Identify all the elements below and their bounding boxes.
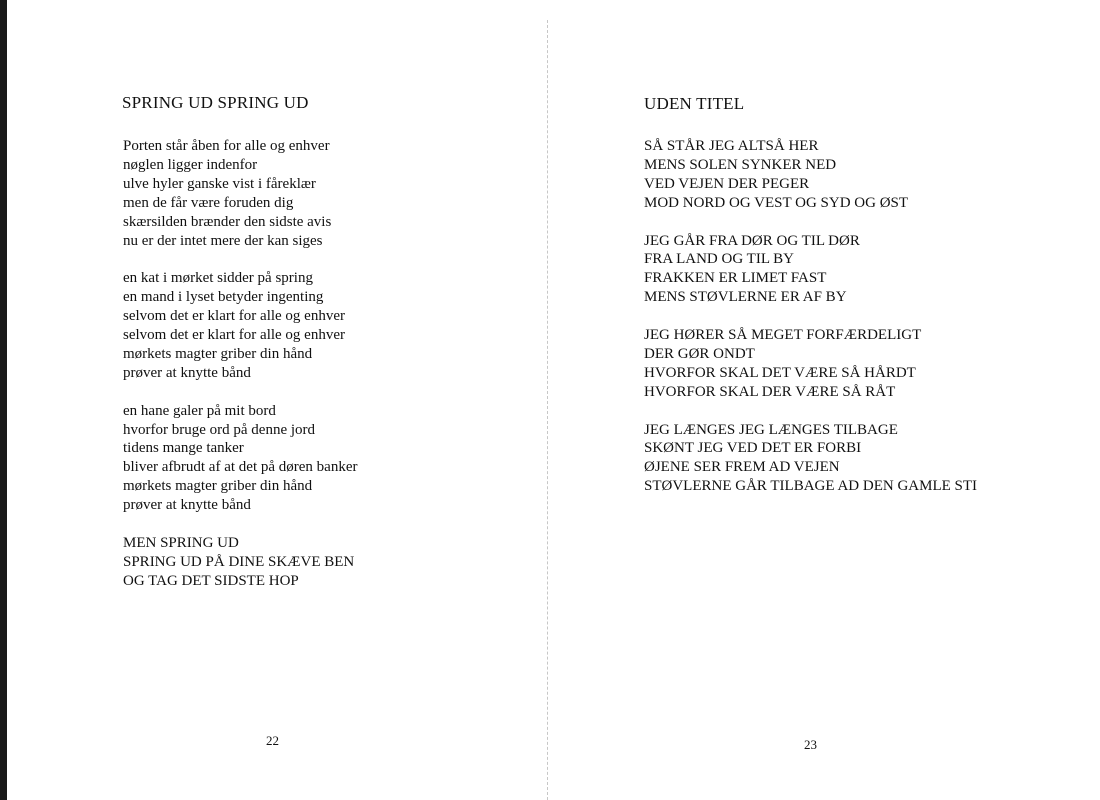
poem-line: SPRING UD PÅ DINE SKÆVE BEN <box>123 553 355 570</box>
poem-line: STØVLERNE GÅR TILBAGE AD DEN GAMLE STI <box>644 478 978 495</box>
poem-line: JEG HØRER SÅ MEGET FORFÆRDELIGT <box>644 327 922 344</box>
right-page-number: 23 <box>804 737 817 752</box>
poem-line: MEN SPRING UD <box>123 534 239 551</box>
poem-line: MOD NORD OG VEST OG SYD OG ØST <box>644 194 909 211</box>
poem-line: en hane galer på mit bord <box>123 402 276 419</box>
poem-line: selvom det er klart for alle og enhver <box>123 308 345 325</box>
poem-line: HVORFOR SKAL DER VÆRE SÅ RÅT <box>644 383 896 400</box>
stanza <box>123 534 357 591</box>
poem-line: nu er der intet mere der kan siges <box>123 232 323 249</box>
poem-line: JEG LÆNGES JEG LÆNGES TILBAGE <box>644 421 898 438</box>
poem-line: SKØNT JEG VED DET ER FORBI <box>644 440 862 457</box>
poem-line: JEG GÅR FRA DØR OG TIL DØR <box>644 232 860 249</box>
poem-line: VED VEJEN DER PEGER <box>644 175 810 192</box>
poem-line: nøglen ligger indenfor <box>123 156 258 173</box>
stanza <box>123 402 357 515</box>
left-poem-title: SPRING UD SPRING UD <box>122 93 309 112</box>
left-page-number: 22 <box>266 733 279 748</box>
poem-line: en kat i mørket sidder på spring <box>123 270 313 287</box>
poem-line: prøver at knytte bånd <box>123 364 251 381</box>
poem-line: hvorfor bruge ord på denne jord <box>123 421 316 438</box>
poem-line: ØJENE SER FREM AD VEJEN <box>644 459 840 476</box>
poem-line: HVORFOR SKAL DET VÆRE SÅ HÅRDT <box>644 364 916 381</box>
poem-line: Porten står åben for alle og enhver <box>123 138 330 154</box>
poem-line: FRAKKEN ER LIMET FAST <box>644 270 827 287</box>
poem-line: bliver afbrudt af at det på døren banker <box>123 459 358 476</box>
poem-line: tidens mange tanker <box>123 440 244 457</box>
poem-line: mørkets magter griber din hånd <box>123 478 313 495</box>
poem-line: MENS SOLEN SYNKER NED <box>644 156 837 173</box>
stanza <box>644 232 977 308</box>
stanza <box>644 421 977 497</box>
poem-line: ulve hyler ganske vist i fåreklær <box>123 175 316 192</box>
poem-line: selvom det er klart for alle og enhver <box>123 327 345 344</box>
poem-line: prøver at knytte bånd <box>123 497 251 514</box>
stanza <box>123 137 357 250</box>
poem-line: en mand i lyset betyder ingenting <box>123 289 324 306</box>
poem-line: FRA LAND OG TIL BY <box>644 251 795 268</box>
poem-line: MENS STØVLERNE ER AF BY <box>644 289 847 306</box>
stanza <box>644 137 977 213</box>
left-poem-body <box>123 137 357 610</box>
stanza <box>644 326 977 402</box>
left-page <box>7 0 547 800</box>
poem-line: mørkets magter griber din hånd <box>123 345 313 362</box>
poem-line: men de får være foruden dig <box>123 194 294 211</box>
right-page <box>548 0 1100 800</box>
right-poem-body <box>644 137 977 515</box>
right-poem-title: UDEN TITEL <box>644 94 745 113</box>
poem-line: SÅ STÅR JEG ALTSÅ HER <box>644 138 819 154</box>
poem-line: skærsilden brænder den sidste avis <box>123 213 332 230</box>
scan-edge-shadow <box>0 0 7 800</box>
poem-line: DER GØR ONDT <box>644 345 755 362</box>
stanza <box>123 269 357 382</box>
poem-line: OG TAG DET SIDSTE HOP <box>123 572 299 589</box>
